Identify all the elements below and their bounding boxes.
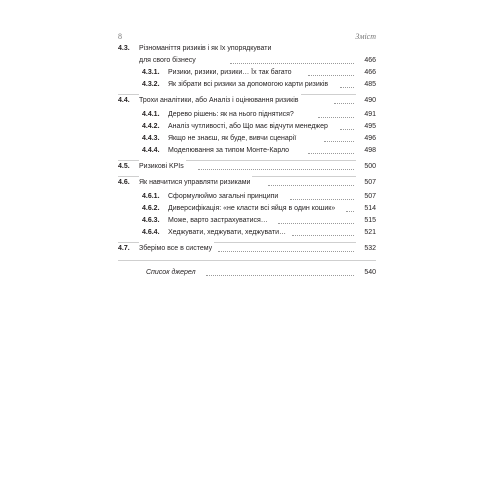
dot-leader	[218, 251, 354, 252]
toc-entry-title: Диверсифікація: «не класти всі яйця в один кошик»	[168, 202, 337, 216]
toc-entry-page: 532	[356, 242, 376, 256]
toc-entry-number: 4.6.1.	[142, 193, 160, 200]
header-section-title: Зміст	[355, 32, 376, 41]
toc-entry-page: 496	[356, 132, 376, 146]
dot-leader	[290, 199, 354, 200]
toc-entry-page: 491	[356, 108, 376, 122]
toc-entry-title: Ризикові KPIs	[139, 160, 186, 174]
dot-leader	[340, 87, 354, 88]
dot-leader	[230, 63, 354, 64]
toc-entry-number: 4.4.3.	[142, 135, 160, 142]
toc-entry-page: 507	[356, 176, 376, 190]
toc-entry-title: Різноманіття ризиків і як їх упорядкувати	[139, 42, 273, 56]
toc-entry-title: Трохи аналітики, або Аналіз і оцінювання ризиків	[139, 94, 301, 108]
toc-entry-4-3-2	[118, 78, 376, 92]
toc-entry-title: Дерево рішень: як на нього піднятися?	[168, 108, 296, 122]
toc-entry-page: 540	[356, 266, 376, 280]
toc-entry-number: 4.5.	[118, 163, 130, 170]
toc-entry-4-6-4	[118, 226, 376, 240]
toc-entry-number: 4.6.3.	[142, 217, 160, 224]
toc-entry-number: 4.6.4.	[142, 229, 160, 236]
toc-entry-page: 500	[356, 160, 376, 174]
dot-leader	[292, 235, 354, 236]
toc-entry-number: 4.3.2.	[142, 81, 160, 88]
dot-leader	[206, 275, 354, 276]
toc-entry-sources	[118, 266, 376, 280]
toc-entry-page: 490	[356, 94, 376, 108]
toc-entry-title: Сформулюймо загальні принципи	[168, 190, 280, 204]
toc-entry-number: 4.4.2.	[142, 123, 160, 130]
toc-entry-4-7	[118, 242, 376, 256]
toc-entry-page: 515	[356, 214, 376, 228]
toc-entry-page: 495	[356, 120, 376, 134]
dot-leader	[340, 129, 354, 130]
header-page-number: 8	[118, 32, 122, 41]
toc-entry-title: Ризики, ризики, ризики… Їх так багато	[168, 66, 294, 80]
dot-leader	[324, 141, 354, 142]
toc-entry-number: 4.3.1.	[142, 69, 160, 76]
toc-entry-number: 4.4.	[118, 97, 130, 104]
toc-entry-title: для свого бізнесу	[139, 54, 198, 68]
toc-entry-number: 4.7.	[118, 245, 130, 252]
dot-leader	[278, 223, 354, 224]
toc-entry-page: 521	[356, 226, 376, 240]
toc-entry-number: 4.3.	[118, 45, 130, 52]
toc-entry-title: Як навчитися управляти ризиками	[139, 176, 252, 190]
dot-leader	[308, 153, 354, 154]
toc-entry-title: Аналіз чутливості, або Що має відчути менеджер	[168, 120, 330, 134]
toc-entry-page: 485	[356, 78, 376, 92]
toc-entry-title: Зберімо все в систему	[139, 242, 214, 256]
toc-entry-page: 507	[356, 190, 376, 204]
dot-leader	[318, 117, 354, 118]
toc-entry-4-6	[118, 176, 376, 190]
dot-leader	[346, 211, 354, 212]
toc-entry-title: Як зібрати всі ризики за допомогою карти ризиків	[168, 78, 330, 92]
toc-entry-number: 4.6.	[118, 179, 130, 186]
dot-leader	[198, 169, 354, 170]
toc-entry-number: 4.4.1.	[142, 111, 160, 118]
toc-entry-title: Моделювання за типом Монте-Карло	[168, 144, 291, 158]
dot-leader	[308, 75, 354, 76]
toc-entry-title: Список джерел	[146, 266, 198, 280]
toc-entry-page: 466	[356, 66, 376, 80]
toc-entry-4-4	[118, 94, 376, 108]
toc-entry-title: Якщо не знаєш, як буде, вивчи сценарії	[168, 132, 298, 146]
toc-entry-number: 4.4.4.	[142, 147, 160, 154]
toc-entry-number: 4.6.2.	[142, 205, 160, 212]
section-divider	[118, 260, 376, 261]
toc-entry-title: Може, варто застрахуватися…	[168, 214, 270, 228]
toc-entry-4-5	[118, 160, 376, 174]
toc-entry-page: 514	[356, 202, 376, 216]
dot-leader	[268, 185, 354, 186]
toc-entry-page: 466	[356, 54, 376, 68]
toc-entry-page: 498	[356, 144, 376, 158]
dot-leader	[334, 103, 354, 104]
toc-entry-title: Хеджувати, хеджувати, хеджувати…	[168, 226, 288, 240]
toc-entry-4-4-4	[118, 144, 376, 158]
